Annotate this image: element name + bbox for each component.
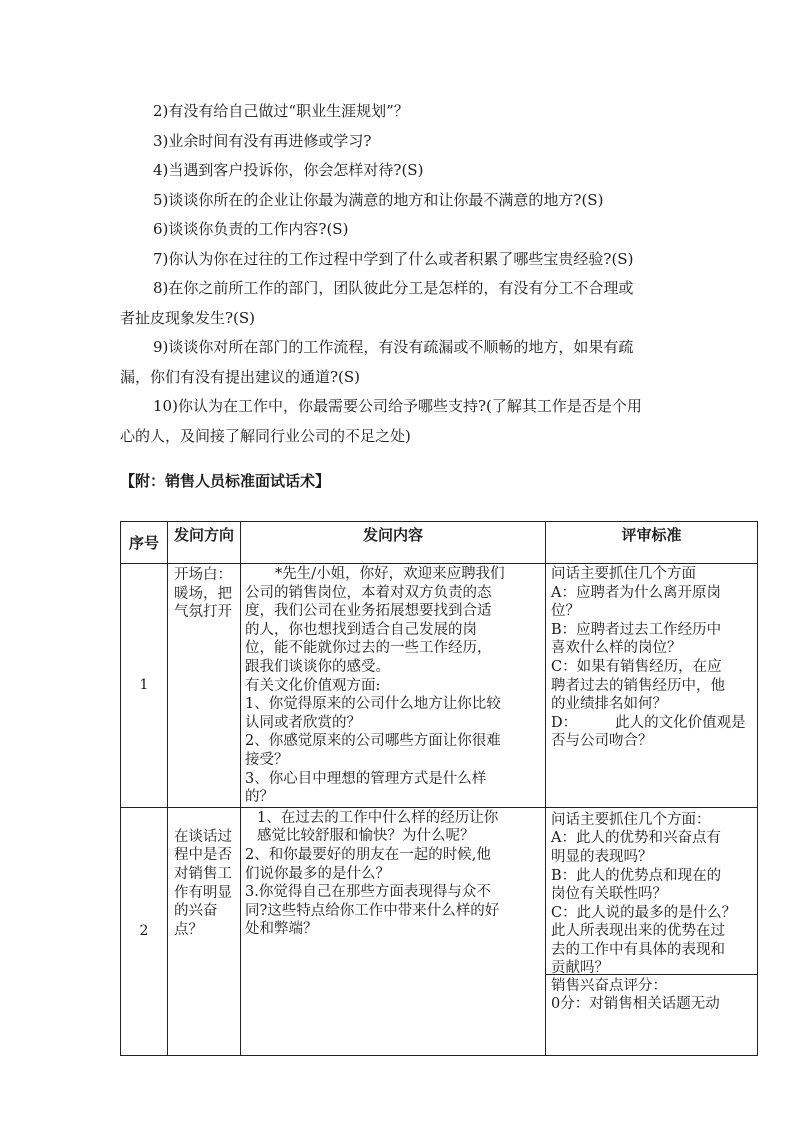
criteria-line: 此人所表现出来的优势在过 [551, 923, 725, 940]
criteria-line: 明显的表现吗？ [551, 848, 653, 865]
criteria-d-text: 此人的文化价值观是 [615, 714, 746, 731]
content-line: 3、你心目中理想的管理方式是什么样 [245, 770, 487, 787]
content-line: 的？ [245, 789, 274, 806]
direction-line: 对销售工 [174, 865, 232, 882]
direction-line: 程中是否 [174, 847, 232, 864]
criteria-line: B：应聘者过去工作经历中 [551, 621, 722, 638]
content-line: 认同或者欣赏的？ [245, 714, 361, 731]
content-line: 接受？ [245, 751, 289, 768]
criteria-line: 否与公司吻合？ [551, 733, 653, 750]
table-row [121, 807, 758, 1055]
row-seq: 2 [121, 807, 168, 1055]
content-line: 同?这些特点给你工作中带来什么样的好 [245, 902, 500, 919]
question-line: 5)谈谈你所在的企业让你最为满意的地方和让你最不满意的地方?(S) [153, 190, 604, 209]
criteria-line: C：此人说的最多的是什么？ [551, 904, 737, 921]
question-line: 4)当遇到客户投诉你，你会怎样对待?(S) [153, 161, 424, 179]
table-row [121, 564, 758, 808]
question-list [120, 97, 690, 451]
criteria-line: 岗位有关联性吗？ [551, 886, 667, 903]
direction-line: 在谈话过 [174, 828, 232, 845]
criteria-line: 位？ [551, 603, 580, 620]
content-line: 有关文化价值观方面: [245, 677, 381, 694]
criteria-line: A：应聘者为什么离开原岗 [551, 584, 721, 601]
row-content [241, 807, 546, 1055]
content-line: 3.你觉得自己在那些方面表现得与众不 [245, 884, 491, 901]
row-content [241, 564, 546, 808]
direction-line: 作有明显 [174, 884, 232, 901]
score-line: 销售兴奋点评分： [551, 977, 667, 994]
question-line: 8)在你之前所工作的部门，团队彼此分工是怎样的，有没有分工不合理或 [153, 279, 634, 297]
criteria-line: 贡献吗？ [551, 960, 609, 977]
content-line: 的人，你也想找到适合自己发展的岗 [245, 621, 477, 638]
criteria-line: A：此人的优势和兴奋点有 [551, 830, 721, 847]
score-line: 0分：对销售相关话题无动 [551, 996, 720, 1013]
criteria-line: 问话主要抓住几个方面 [551, 566, 696, 582]
question-line-continued: 者扯皮现象发生?(S) [120, 308, 256, 327]
criteria-line: B：此人的优势点和现在的 [551, 867, 722, 884]
header-criteria: 评审标准 [546, 522, 758, 564]
question-line-continued: 心的人，及间接了解同行业公司的不足之处) [120, 426, 411, 445]
direction-line: 的兴奋 [174, 903, 218, 920]
content-line: 1、你觉得原来的公司什么地方让你比较 [245, 696, 501, 713]
content-line: 位，能不能就你过去的一些工作经历， [245, 640, 492, 657]
question-line: 10)你认为在工作中，你最需要公司给予哪些支持?(了解其工作是否是个用 [153, 397, 642, 415]
question-line: 2)有没有给自己做过“职业生涯规划”？ [153, 102, 409, 120]
criteria-score [546, 975, 757, 1014]
direction-line: 点？ [174, 921, 203, 938]
question-line: 7)你认为你在过往的工作过程中学到了什么或者积累了哪些宝贵经验?(S) [153, 249, 634, 268]
criteria-line: C：如果有销售经历，在应 [551, 658, 722, 675]
criteria-line: 聘者过去的销售经历中，他 [551, 677, 725, 694]
content-line: 们说你最多的是什么？ [245, 865, 390, 882]
content-line: *先生/小姐，你好，欢迎来应聘我们 [275, 566, 505, 582]
content-line: 2、和你最要好的朋友在一起的时候,他 [245, 846, 491, 863]
row-direction [168, 807, 241, 1055]
header-seq: 序号 [121, 522, 168, 564]
content-line: 跟我们谈谈你的感受。 [245, 658, 390, 675]
criteria-d-label: D： [551, 714, 578, 731]
interview-script-table [120, 521, 758, 1056]
criteria-questions [546, 808, 757, 975]
content-line: 公司的销售岗位，本着对双方负责的态 [245, 584, 492, 601]
row-direction [168, 564, 241, 808]
criteria-line: 问话主要抓住几个方面： [551, 811, 711, 828]
question-line-continued: 漏，你们有没有提出建议的通道?(S) [120, 367, 361, 386]
content-line: 2、你感觉原来的公司哪些方面让你很难 [245, 733, 501, 750]
row-criteria [546, 807, 758, 1055]
direction-line: 气氛打开 [174, 604, 232, 621]
row-criteria [546, 564, 758, 808]
content-line: 度，我们公司在业务拓展想要找到合适 [245, 603, 492, 620]
row-seq: 1 [121, 564, 168, 808]
direction-line: 开场白： [174, 567, 232, 583]
question-line: 9)谈谈你对所在部门的工作流程，有没有疏漏或不顺畅的地方，如果有疏 [153, 338, 634, 356]
question-line: 6)谈谈你负责的工作内容?(S) [153, 220, 349, 238]
criteria-line: 的业绩排名如何？ [551, 696, 667, 713]
criteria-line-d [551, 714, 752, 733]
header-direction: 发问方向 [168, 522, 241, 564]
content-line: 感觉比较舒服和愉快？为什么呢？ [257, 828, 475, 845]
criteria-line: 喜欢什么样的岗位？ [551, 640, 682, 657]
section-heading: 【附：销售人员标准面试话术】 [120, 472, 331, 490]
question-line: 3)业余时间有没有再进修或学习? [153, 131, 372, 150]
content-line: 1、在过去的工作中什么样的经历让你 [257, 809, 499, 826]
direction-line: 暖场，把 [174, 585, 232, 602]
content-line: 处和弊端？ [245, 921, 318, 938]
table-header-row [121, 522, 758, 564]
criteria-line: 去的工作中有具体的表现和 [551, 941, 725, 958]
header-content: 发问内容 [241, 522, 546, 564]
